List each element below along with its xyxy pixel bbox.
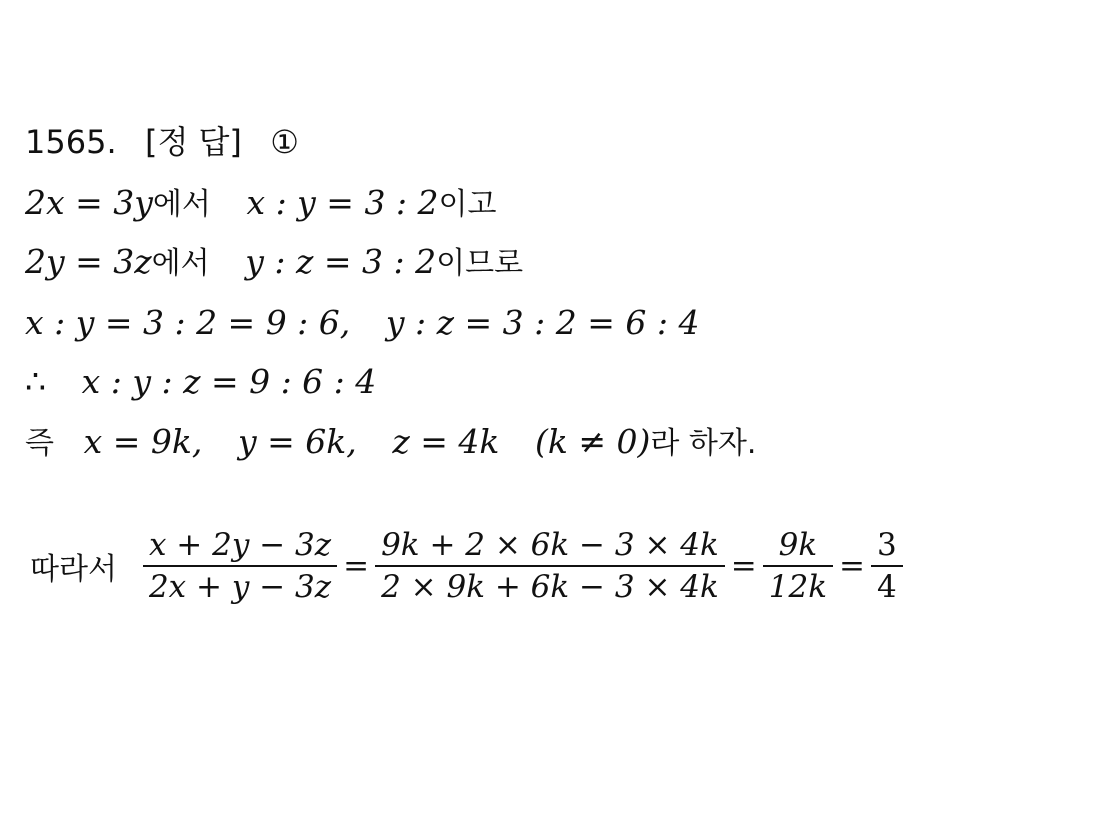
fraction-substituted [375,525,725,607]
text: 즉 [25,426,54,461]
denominator: 2 × 9k + 6k − 3 × 4k [381,569,719,605]
equation: y = 6k, [237,422,357,461]
ratio: x : y : z = 9 : 6 : 4 [81,362,377,401]
fraction-result [871,525,903,607]
denominator: 2x + y − 3z [148,569,332,605]
ratio: x : y = 3 : 2 [246,183,439,222]
ratio: x : y = 3 : 2 = 9 : 6, [25,303,351,342]
numerator: x + 2y − 3z [148,527,332,563]
text: 에서 [152,187,211,222]
text: 이므로 [436,246,524,281]
equation: z = 4k [392,422,500,461]
text: 에서 [151,246,210,281]
solution-line-2 [25,242,523,284]
text: 라 하자. [650,426,757,461]
solution-line-1 [25,183,497,225]
numerator: 9k + 2 × 6k − 3 × 4k [381,527,719,563]
answer-label: [정 답] [144,123,242,161]
problem-header [25,122,299,162]
solution-line-3 [25,303,699,343]
equals-sign: = [343,548,370,584]
denominator: 4 [876,569,897,605]
denominator: 12k [768,569,827,605]
solution-line-4 [25,362,376,402]
equals-sign: = [730,548,757,584]
numerator: 3 [876,527,897,563]
ratio: y : z = 3 : 2 [245,242,437,281]
equation: 2y = 3z [25,242,152,281]
fraction-expression [143,525,337,607]
condition: (k ≠ 0) [535,422,651,461]
equation: x = 9k, [83,422,203,461]
equals-sign: = [839,548,865,584]
ratio: y : z = 3 : 2 = 6 : 4 [385,303,700,342]
equation: 2x = 3y [25,183,153,222]
problem-number: 1565. [25,123,117,161]
final-computation [30,520,907,612]
therefore-symbol: ∴ [25,362,46,401]
final-label: 따라서 [30,552,117,587]
answer-choice: ① [270,123,299,161]
numerator: 9k [778,527,818,563]
text: 이고 [438,187,497,222]
solution-line-5 [25,422,756,464]
fraction-simplified [763,525,833,607]
